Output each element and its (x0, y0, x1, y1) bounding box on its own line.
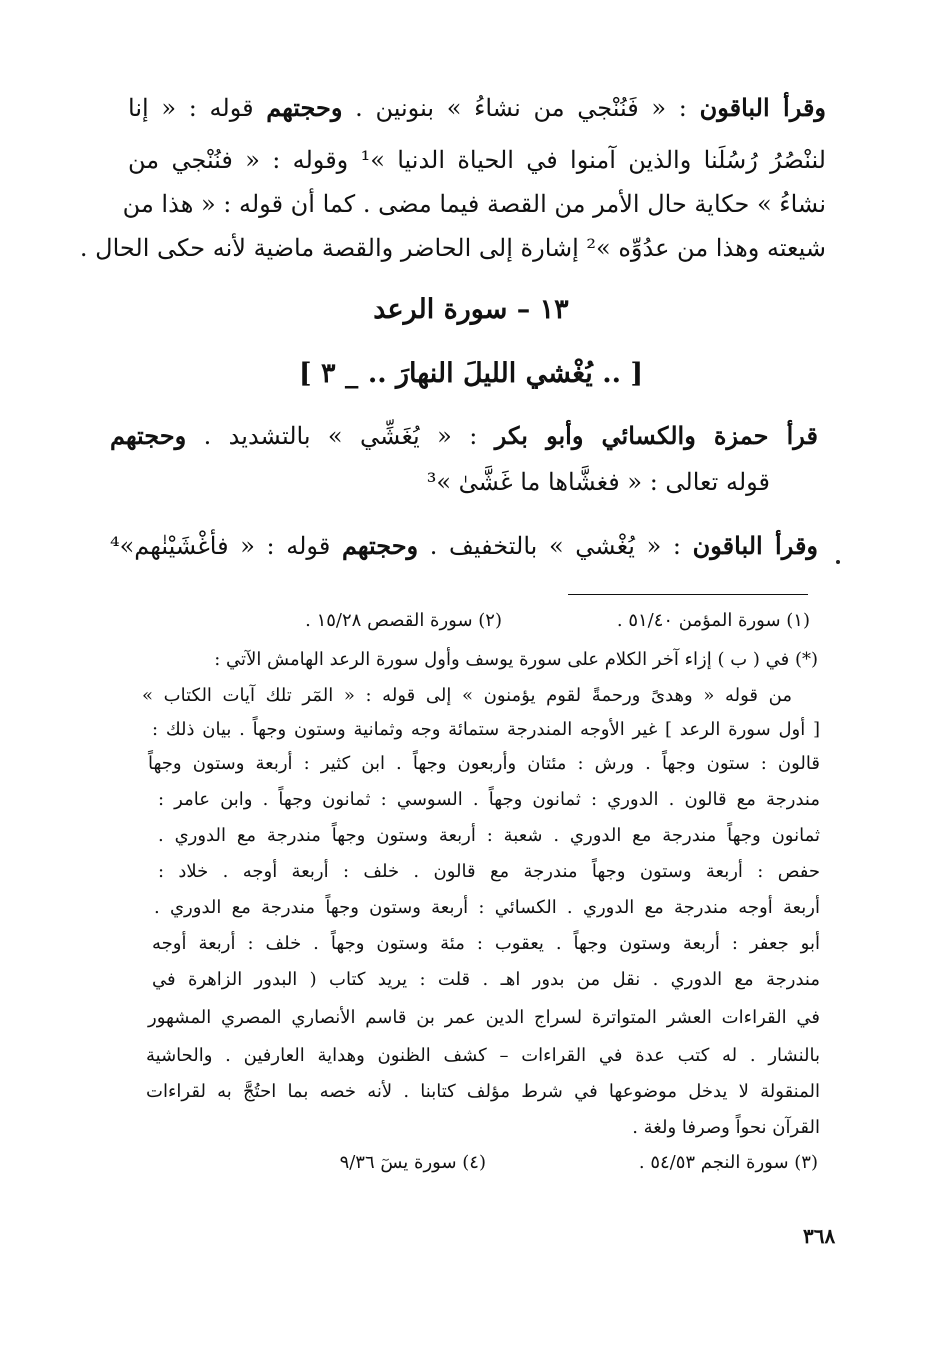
reader-label: وقرأ الباقون (699, 93, 827, 122)
footnote-1: (١) سورة المؤمن ٥١/٤٠ . (616, 610, 810, 631)
footnote-star-line: في القراءات العشر المتواترة لسراج الدين عمر بن قاسم الأنصاري المصري المشهور (148, 1007, 820, 1028)
surah-title: ١٣ – سورة الرعد (373, 294, 569, 325)
footnote-star-line: المنقولة لا يدخل موضوعها في شرط مؤلف كتابنا . لأنه خصه بما احتُجَّ به لقراءات (146, 1081, 820, 1102)
text-run: (*) في ( ب ) إزاء آخر الكلام على سورة يوسف وأول سورة الرعد الهامش الآتي : (214, 649, 818, 670)
footnote-3: (٣) سورة النجم ٥٤/٥٣ . (638, 1152, 818, 1173)
footnote-star-intro (200, 648, 818, 672)
footnote-star-line: حفص : أربعة وستون وجهاً مندرجة مع قالون . خلف : أربعة أوجه . خلاد : (158, 861, 820, 882)
text-run: شيعته وهذا من عدُوِّه »² إشارة إلى الحاضر والقصة ماضية لأنه حكى الحال . (79, 234, 826, 262)
footnote-separator (568, 594, 808, 595)
paragraph-2-line-2 (380, 466, 770, 498)
footnote-star-line: أربعة أوجه مندرجة مع الدوري . الكسائي : أربعة وستون وجهاً مندرجة مع الدوري . (154, 897, 820, 918)
paragraph-2-line-3 (110, 530, 818, 562)
text-run: : « فَنُنْجي من نشاءُ » بنونين . (342, 94, 700, 122)
text-run: : « يُغْشي » بالتخفيف . (418, 532, 693, 560)
text-run: قوله : « إنا (128, 94, 267, 122)
text-run: قوله : « فأغْشَيْنٰهم»⁴ (110, 532, 342, 560)
footnote-star-line: مندرجة مع قالون . الدوري : ثمانون وجهاً . السوسي : ثمانون وجهاً . وابن عامر : (158, 789, 820, 810)
text-run: : « يُغَشِّي » بالتشديد . (186, 422, 495, 450)
paragraph-2-line-1 (110, 420, 818, 452)
evidence-label: وحجتهم (266, 93, 343, 122)
paragraph-1-line-2: لننْصُرُ رُسُلَنا والذين آمنوا في الحياة الدنيا »¹ وقوله : « فنُنْجي من (128, 146, 826, 174)
footnote-4: (٤) سورة يسٓ ٩/٣٦ (339, 1152, 486, 1173)
evidence-label: وحجتهم (110, 421, 187, 450)
verse-heading: [ .. يُغْشي الليلَ النهارَ .. _ ٣ ] (298, 358, 644, 389)
margin-mark (836, 560, 840, 564)
paragraph-1-line-1 (128, 92, 826, 124)
paragraph-1-line-3: نشاءُ » حكاية حال الأمر من القصة فيما مضى . كما أن قوله : « هذا من (122, 190, 826, 218)
readers-label: قرأ حمزة والكسائي وأبو بكر (494, 421, 818, 450)
footnote-star-line: قالون : ستون وجهاً . ورش : مئتان وأربعون وجهاً . ابن كثير : أربعة وستون وجهاً (148, 753, 820, 774)
footnote-star-line: أبو جعفر : أربعة وستون وجهاً . يعقوب : مئة وستون وجهاً . خلف : أربعة أوجه (152, 933, 820, 954)
footnote-star-line: ثمانون وجهاً مندرجة مع الدوري . شعبة : أربعة وستون وجهاً مندرجة مع الدوري . (158, 825, 820, 846)
paragraph-1-line-4 (79, 232, 826, 264)
footnote-star-line (500, 1116, 820, 1140)
evidence-label: وحجتهم (341, 531, 419, 560)
text-run: قوله تعالى : « فغشَّاها ما غَشَّىٰ »³ (426, 468, 770, 496)
footnote-star-line: [ أول سورة الرعد ] غير الأوجه المندرجة ستمائة وجه وثمانية وستون وجهاً . بيان ذلك : (152, 719, 820, 740)
reader-label: وقرأ الباقون (692, 531, 819, 560)
footnote-star-line: مندرجة مع الدوري . نقل من بدور اهـ . قلت : يريد كتاب ( البدور الزاهرة في (152, 969, 820, 990)
text-run: القرآن نحواً وصرفا ولغة . (632, 1117, 820, 1138)
footnote-2: (٢) سورة القصص ١٥/٢٨ . (305, 610, 502, 631)
page-number: ٣٦٨ (803, 1224, 836, 1248)
footnote-star-line: بالنشار . له كتب عدة في القراءات – كشف الظنون وهداية العارفين . والحاشية (146, 1045, 820, 1066)
footnote-star-line: من قوله « وهدىً ورحمةً لقوم يؤمنون » إلى قوله : « المٓر تلك آيات الكتاب » (142, 685, 792, 706)
